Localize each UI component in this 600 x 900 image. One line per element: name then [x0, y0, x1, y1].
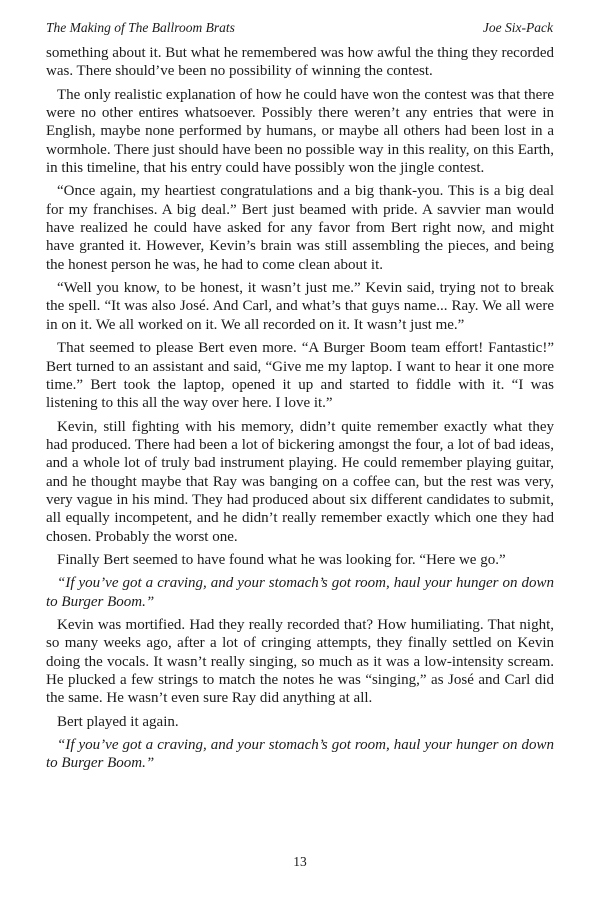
paragraph-10: Bert played it again. — [57, 713, 179, 730]
paragraph-9: Kevin was mortified. Had they really recorded that? How humiliating. That night, so many weeks ago, after a lot of cringing attempts, they finally settled on Kevin doing the vocals. It wasn’t really singing, so much as it was a low-intensity scream. He plucked a few strings to match the notes he was “singing,” as José and Carl did the same. He wasn’t even sure Ray did anything at all. — [46, 616, 554, 707]
paragraph-7: Finally Bert seemed to have found what he was looking for. “Here we go.” — [57, 551, 506, 568]
paragraph-3: “Once again, my heartiest congratulations and a big thank-you. This is a big deal for my franchises. A big deal.” Bert just beamed with pride. A savvier man would have realized he could have asked for any favor from Bert right now, and might have granted it. However, Kevin’s brain was still assembling the pieces, and being the honest person he was, he had to come clean about it. — [46, 183, 554, 273]
paragraph-1: something about it. But what he remembered was how awful the thing they recorded was. There should’ve been no possibility of winning the contest. — [46, 45, 554, 80]
book-title: The Making of The Ballroom Brats — [46, 20, 235, 35]
paragraph-2: The only realistic explanation of how he could have won the contest was that there were no other entires whatsoever. Possibly there weren’t any entries that were in English, maybe none performed by humans, or maybe all others had been lost in a wormhole. There just should have been no possible way in this reality, on this Earth, in this timeline, that his entry could have possibly won the jingle contest. — [46, 86, 554, 177]
author-name: Joe Six-Pack — [482, 20, 553, 35]
paragraph-8: “If you’ve got a craving, and your stomach’s got room, haul your hunger on down to Burger Boom.” — [46, 575, 554, 610]
page-body — [46, 44, 554, 778]
paragraph-6: Kevin, still fighting with his memory, didn’t quite remember exactly what they had produced. There had been a lot of bickering amongst the four, a lot of bad ideas, and a whole lot of truly bad instrument playing. He could remember playing guitar, and he thought maybe that Ray was banging on a coffee can, but the rest was very, very vague in his mind. They had produced about six different candidates to submit, all equally incompetent, and he didn’t really remember exactly which one they had chosen. Probably the worst one. — [46, 418, 554, 545]
page-number: 13 — [293, 854, 307, 869]
running-header — [46, 20, 553, 36]
paragraph-11: “If you’ve got a craving, and your stomach’s got room, haul your hunger on down to Burger Boom.” — [46, 737, 554, 772]
page-footer — [0, 853, 600, 870]
paragraph-5: That seemed to please Bert even more. “A Burger Boom team effort! Fantastic!” Bert turned to an assistant and said, “Give me my laptop. I want to hear it one more time.” Bert took the laptop, opened it up and started to fiddle with it. “I was listening to this all the way over here. I love it.” — [46, 340, 554, 412]
paragraph-4: “Well you know, to be honest, it wasn’t just me.” Kevin said, trying not to break the spell. “It was also José. And Carl, and what’s that guys name... Ray. We all were in on it. We all worked on it. We all recorded on it. It wasn’t just me.” — [46, 280, 554, 333]
